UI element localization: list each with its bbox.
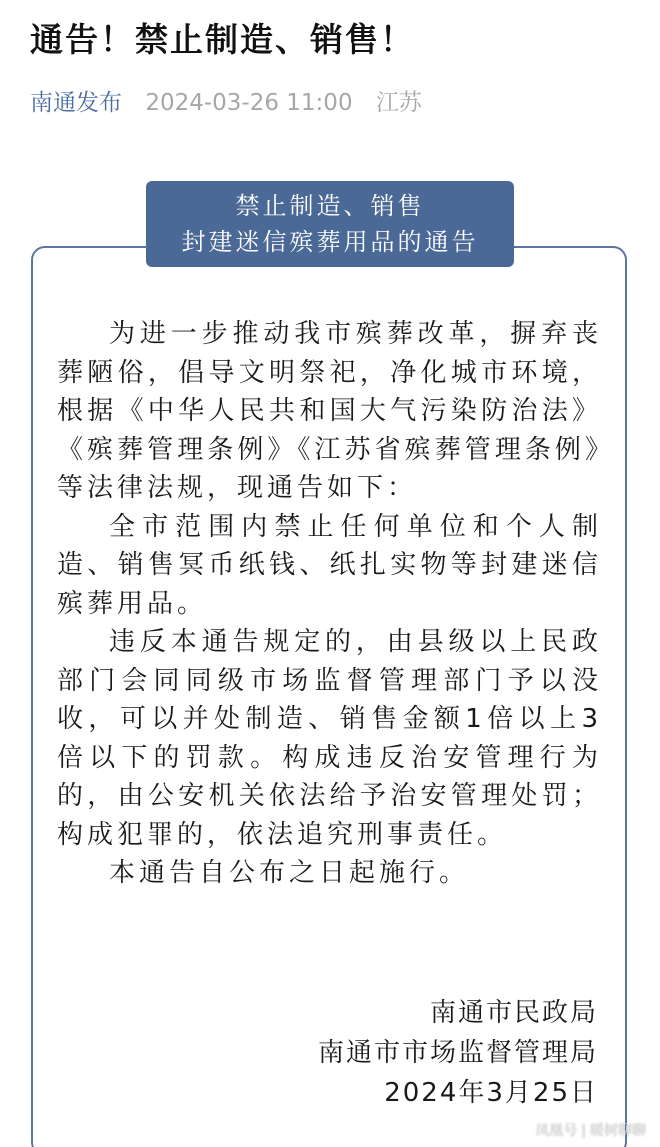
article-meta — [30, 84, 422, 117]
watermark-platform: 凤凰号 — [535, 1123, 578, 1139]
platform-watermark — [535, 1120, 646, 1140]
notice-paragraph: 违反本通告规定的，由县级以上民政部门会同同级市场监督管理部门予以没收，可以并处制造、销售金额1倍以上3倍以下的罚款。构成违反治安管理行为的，由公安机关依法给予治安管理处罚；构成犯罪的，依法追究刑事责任。 — [57, 627, 602, 850]
notice-heading-banner — [146, 181, 514, 267]
signature-org-market-supervision: 南通市市场监督管理局 — [317, 1038, 598, 1068]
notice-paragraph: 本通告自公布之日起施行。 — [109, 858, 470, 888]
signature-date: 2024年3月25日 — [384, 1078, 598, 1108]
publish-region: 江苏 — [375, 90, 422, 116]
notice-heading-line1: 禁止制造、销售 — [235, 192, 425, 220]
article-title: 通告！禁止制造、销售！ — [30, 20, 415, 59]
notice-body — [57, 315, 602, 893]
signature-org-civil-affairs: 南通市民政局 — [429, 998, 598, 1028]
notice-heading-line2: 封建迷信殡葬用品的通告 — [181, 228, 479, 256]
article-source-link[interactable]: 南通发布 — [30, 90, 122, 116]
notice-paragraph: 为进一步推动我市殡葬改革，摒弃丧葬陋俗，倡导文明祭祀，净化城市环境，根据《中华人民共和国大气污染防治法》《殡葬管理条例》《江苏省殡葬管理条例》等法律法规，现通告如下： — [57, 319, 602, 503]
watermark-divider: | — [581, 1123, 586, 1139]
notice-signature — [318, 993, 598, 1113]
notice-paragraph: 全市范围内禁止任何单位和个人制造、销售冥币纸钱、纸扎实物等封建迷信殡葬用品。 — [57, 511, 602, 619]
publish-time: 2024-03-26 11:00 — [145, 90, 353, 116]
watermark-author: 暖树聊聊 — [590, 1123, 646, 1139]
